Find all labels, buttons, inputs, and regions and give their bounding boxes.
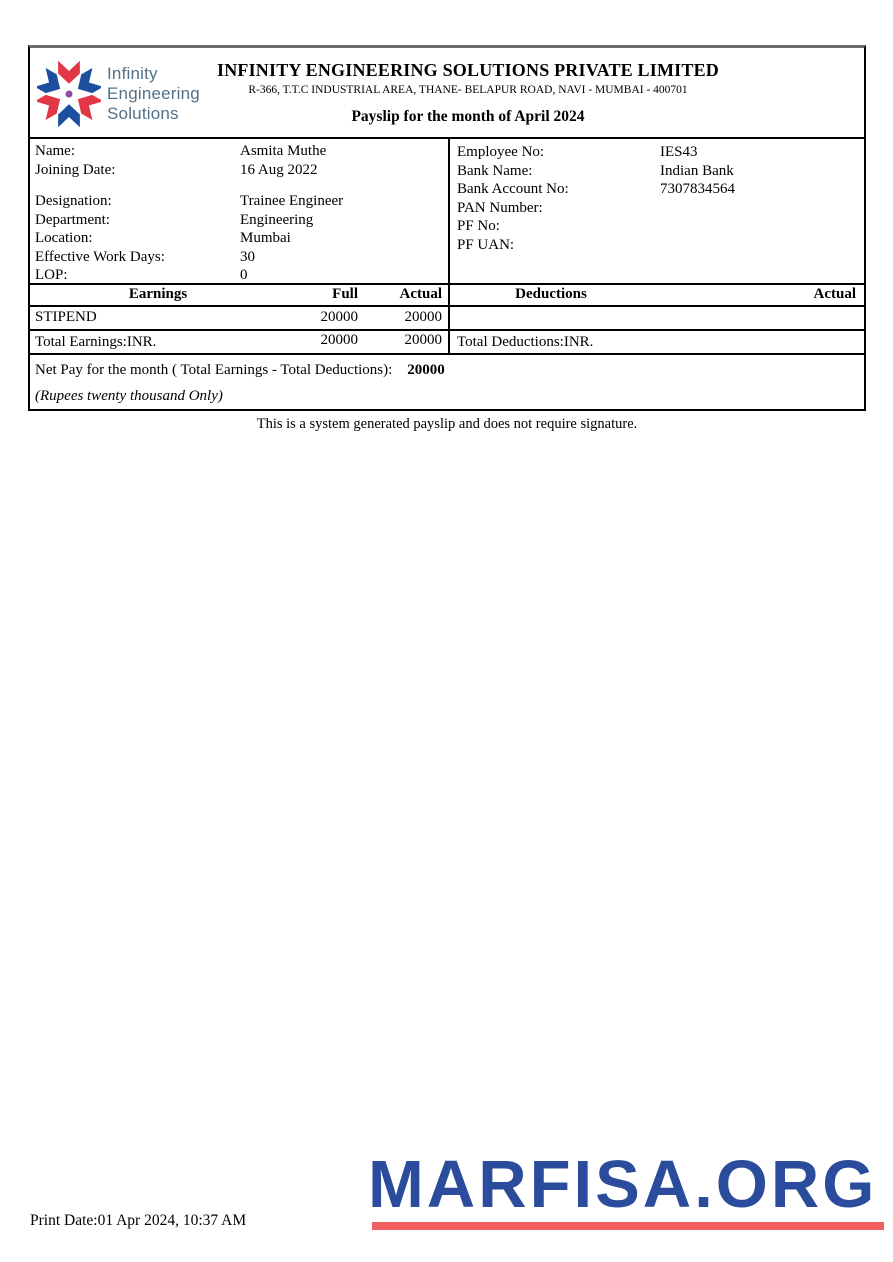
net-pay-amount: 20000 bbox=[407, 362, 445, 378]
net-pay-line bbox=[35, 362, 864, 379]
field-lop bbox=[35, 266, 448, 285]
field-joining-date bbox=[35, 161, 448, 180]
field-label: PF UAN: bbox=[457, 236, 515, 253]
full-column-header: Full bbox=[332, 286, 358, 302]
field-name bbox=[35, 142, 448, 161]
field-designation bbox=[35, 192, 448, 211]
deductions-actual-column-header: Actual bbox=[813, 286, 856, 302]
company-address: R-366, T.T.C INDUSTRIAL AREA, THANE- BELAPUR ROAD, NAVI - MUMBAI - 400701 bbox=[248, 84, 688, 96]
field-value: Indian Bank bbox=[660, 162, 734, 179]
logo-word-2: Engineering bbox=[107, 84, 200, 103]
field-label: Department: bbox=[35, 211, 110, 228]
payslip-document bbox=[28, 45, 866, 411]
field-label: Designation: bbox=[35, 193, 112, 209]
field-employee-no bbox=[457, 143, 864, 162]
field-label: PAN Number: bbox=[457, 199, 543, 216]
field-label: LOP: bbox=[35, 267, 68, 283]
field-label: PF No: bbox=[457, 218, 500, 234]
employee-details-right bbox=[450, 139, 864, 283]
net-pay-label: Net Pay for the month ( Total Earnings - Total Deductions): bbox=[35, 362, 393, 378]
field-value: 16 Aug 2022 bbox=[240, 161, 318, 178]
field-value: 30 bbox=[240, 248, 255, 265]
company-logo bbox=[37, 59, 200, 129]
field-pan-number bbox=[457, 199, 864, 218]
employee-details-section bbox=[30, 139, 864, 285]
field-value: Asmita Muthe bbox=[240, 143, 327, 159]
field-pf-no bbox=[457, 217, 864, 236]
field-value: 0 bbox=[240, 267, 248, 283]
print-date: Print Date:01 Apr 2024, 10:37 AM bbox=[30, 1212, 247, 1229]
spacer bbox=[35, 179, 448, 192]
deduction-actual-amount bbox=[652, 307, 864, 329]
field-label: Location: bbox=[35, 230, 93, 246]
table-row bbox=[30, 307, 864, 331]
field-value: 7307834564 bbox=[660, 181, 735, 197]
table-header-row bbox=[30, 285, 864, 307]
field-location bbox=[35, 229, 448, 248]
field-pf-uan bbox=[457, 236, 864, 255]
earnings-row bbox=[30, 307, 450, 329]
earnings-column-header: Earnings bbox=[128, 286, 188, 302]
field-bank-account-no bbox=[457, 180, 864, 199]
field-value: Engineering bbox=[240, 211, 314, 228]
earnings-total-row bbox=[30, 331, 450, 353]
field-label: Joining Date: bbox=[35, 161, 116, 178]
earning-full-amount: 20000 bbox=[320, 309, 358, 325]
total-deductions-label: Total Deductions:INR. bbox=[457, 334, 594, 350]
earnings-header bbox=[30, 285, 450, 305]
field-value: Trainee Engineer bbox=[240, 193, 344, 209]
total-earnings-actual: 20000 bbox=[404, 332, 442, 348]
logo-word-3: Solutions bbox=[107, 104, 179, 123]
total-earnings-label: Total Earnings:INR. bbox=[35, 334, 157, 350]
employee-details-left bbox=[30, 139, 450, 283]
logo-wordmark bbox=[107, 64, 200, 124]
field-department bbox=[35, 211, 448, 230]
payslip-title: Payslip for the month of April 2024 bbox=[351, 108, 585, 125]
deductions-column-header: Deductions bbox=[515, 286, 587, 302]
field-value: IES43 bbox=[660, 144, 698, 160]
logo-word-1: Infinity bbox=[107, 64, 158, 83]
infinity-pinwheel-icon bbox=[37, 59, 101, 129]
field-label: Employee No: bbox=[457, 144, 545, 160]
deductions-header bbox=[450, 285, 864, 305]
deductions-total-row bbox=[450, 331, 864, 353]
earning-actual-amount: 20000 bbox=[404, 309, 442, 325]
company-name: INFINITY ENGINEERING SOLUTIONS PRIVATE LIMITED bbox=[217, 60, 719, 80]
field-effective-work-days bbox=[35, 248, 448, 267]
field-value: Mumbai bbox=[240, 230, 291, 246]
net-pay-section bbox=[30, 355, 864, 409]
table-total-row bbox=[30, 331, 864, 355]
deductions-row bbox=[450, 307, 864, 329]
actual-column-header: Actual bbox=[399, 286, 442, 302]
system-generated-note: This is a system generated payslip and does not require signature. bbox=[256, 416, 638, 432]
earning-name: STIPEND bbox=[35, 309, 97, 325]
net-pay-in-words: (Rupees twenty thousand Only) bbox=[35, 388, 223, 404]
watermark-underline bbox=[372, 1222, 884, 1230]
payslip-header bbox=[30, 48, 864, 139]
total-earnings-full: 20000 bbox=[320, 332, 358, 348]
marfisa-watermark: MARFISA.ORG bbox=[368, 1147, 878, 1222]
field-label: Name: bbox=[35, 143, 75, 159]
field-label: Bank Account No: bbox=[457, 181, 569, 197]
field-label: Bank Name: bbox=[457, 162, 533, 179]
field-bank-name bbox=[457, 162, 864, 181]
deduction-name bbox=[450, 307, 652, 329]
field-label: Effective Work Days: bbox=[35, 248, 165, 265]
total-deductions-actual bbox=[652, 331, 864, 353]
